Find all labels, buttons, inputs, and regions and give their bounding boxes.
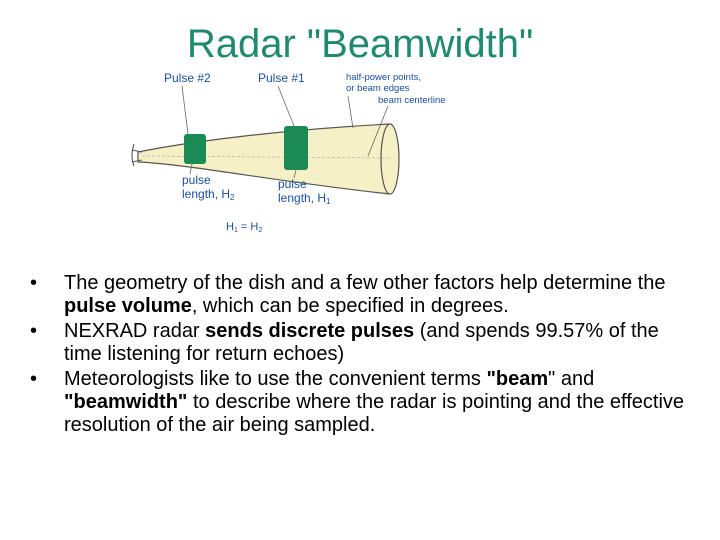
bullet-marker: •	[30, 272, 38, 294]
label-h1-line2: length, H1	[278, 191, 331, 206]
label-h2-line1: pulse	[182, 173, 211, 187]
beamwidth-diagram	[128, 66, 468, 246]
leader-pulse1	[278, 86, 294, 126]
label-h2-line2: length, H2	[182, 187, 235, 202]
beam-end-cap	[381, 124, 399, 194]
bullet-list	[30, 272, 700, 439]
pulse-2-block	[184, 134, 206, 164]
bullet-marker: •	[30, 368, 38, 390]
slide-title: Radar "Beamwidth"	[186, 22, 534, 66]
label-h1-line1: pulse	[278, 177, 307, 191]
bullet-text: , which can be specified in degrees.	[191, 295, 509, 317]
bullet-bold-text: "beam	[486, 368, 549, 390]
pulse-1-block	[284, 126, 308, 170]
bullet-text: to describe where the radar is pointing and the effective resolution of the air being sampled.	[64, 391, 685, 436]
bullet-bold-text: "beamwidth"	[64, 391, 188, 413]
radar-beam	[138, 124, 390, 194]
label-pulse-1: Pulse #1	[258, 71, 305, 85]
bullet-bold-text: pulse volume	[64, 295, 192, 317]
bullet-bold-text: sends discrete pulses	[205, 320, 415, 342]
bullet-marker: •	[30, 320, 38, 342]
label-half-power-2: or beam edges	[346, 83, 410, 94]
bullet-text: NEXRAD radar	[64, 320, 206, 342]
leader-halfpower	[348, 96, 353, 128]
leader-pulse2	[182, 86, 188, 134]
label-h-equation: H1 = H2	[226, 221, 263, 234]
label-half-power-1: half-power points,	[346, 72, 421, 83]
label-beam-centerline: beam centerline	[378, 95, 446, 106]
bullet-text: Meteorologists like to use the convenient terms	[64, 368, 487, 390]
bullet-text: " and	[548, 368, 595, 390]
bullet-text: (and spends 99.57% of the time listening for return echoes)	[64, 320, 659, 365]
bullet-item	[30, 368, 700, 437]
bullet-item	[30, 272, 700, 318]
bullet-text: The geometry of the dish and a few other factors help determine the	[64, 272, 666, 294]
label-pulse-2: Pulse #2	[164, 71, 211, 85]
bullet-item	[30, 320, 700, 366]
